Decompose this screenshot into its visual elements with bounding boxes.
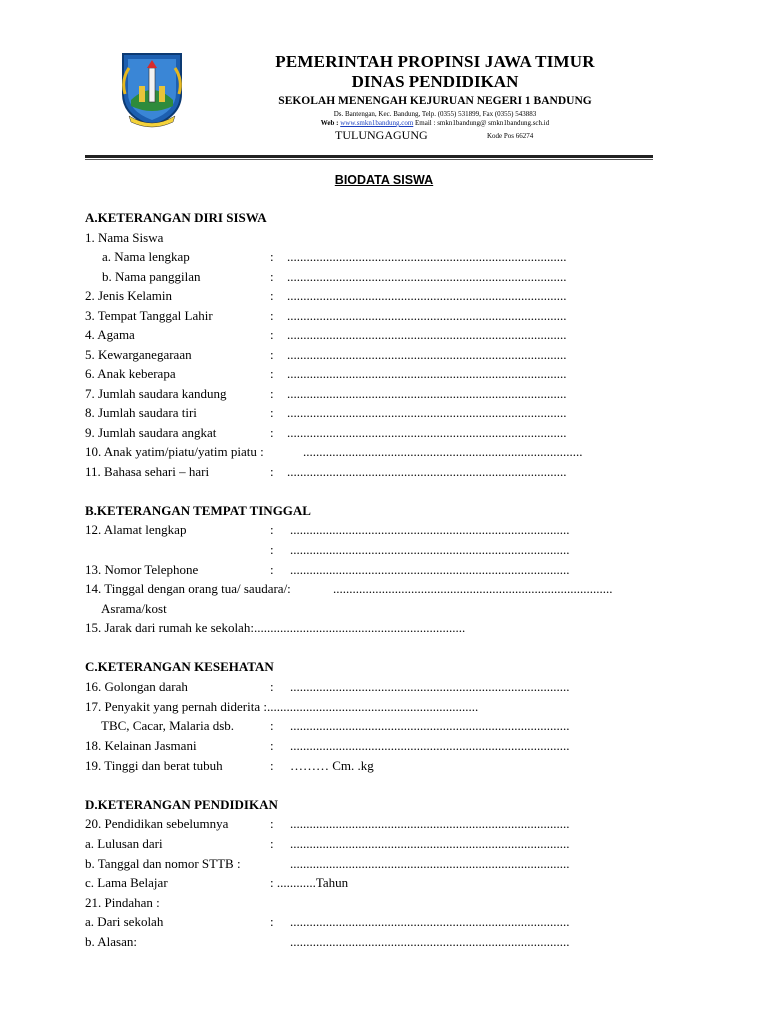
header-divider-thin — [85, 159, 653, 160]
header-postal-code: Kode Pos 66274 — [487, 132, 534, 140]
row-jenis-kelamin: 2. Jenis Kelamin — [85, 288, 173, 303]
row-nama-siswa: 1. Nama Siswa — [85, 230, 164, 245]
blank-alamat-1[interactable]: ...................................................................................... — [290, 522, 570, 537]
row-kelainan-jasmani: 18. Kelainan Jasmani — [85, 738, 197, 753]
blank-nama-lengkap[interactable]: ...................................................................................... — [287, 249, 567, 264]
row-alamat: 12. Alamat lengkap — [85, 522, 187, 537]
colon: : — [270, 718, 274, 733]
header-web-email — [230, 119, 640, 127]
row-pindahan: 21. Pindahan : — [85, 895, 160, 910]
blank-alamat-2[interactable]: ...................................................................................... — [290, 542, 570, 557]
section-c-heading: C.KETERANGAN KESEHATAN — [85, 659, 274, 674]
row-tempat-tanggal-lahir: 3. Tempat Tanggal Lahir — [85, 308, 213, 323]
row-nama-panggilan: b. Nama panggilan — [102, 269, 201, 284]
blank-tinggi-berat[interactable]: ……… Cm. .kg — [290, 758, 374, 773]
row-golongan-darah: 16. Golongan darah — [85, 679, 188, 694]
blank-anak-keberapa[interactable]: ...................................................................................... — [287, 366, 567, 381]
row-anak-yatim: 10. Anak yatim/piatu/yatim piatu : — [85, 444, 264, 459]
colon: : — [270, 366, 274, 381]
blank-lama-belajar[interactable]: : ............Tahun — [270, 875, 349, 890]
blank-saudara-kandung[interactable]: ...................................................................................... — [287, 386, 567, 401]
blank-saudara-angkat[interactable]: ...................................................................................... — [287, 425, 567, 440]
header-department: DINAS PENDIDIKAN — [351, 72, 519, 91]
row-saudara-tiri: 8. Jumlah saudara tiri — [85, 405, 197, 420]
blank-telephone[interactable]: ...................................................................................... — [290, 562, 570, 577]
blank-nama-panggilan[interactable]: ...................................................................................... — [287, 269, 567, 284]
blank-kewarganegaraan[interactable]: ...................................................................................... — [287, 347, 567, 362]
row-anak-keberapa: 6. Anak keberapa — [85, 366, 176, 381]
blank-golongan-darah[interactable]: ...................................................................................... — [290, 679, 570, 694]
blank-lulusan-dari[interactable]: ...................................................................................... — [290, 836, 570, 851]
colon: : — [270, 836, 274, 851]
row-tinggal-dengan: 14. Tinggal dengan orang tua/ saudara/: — [85, 581, 291, 596]
web-link[interactable]: www.smkn1bandung.com — [340, 119, 414, 127]
jawa-timur-emblem-logo — [117, 50, 187, 128]
row-saudara-kandung: 7. Jumlah saudara kandung — [85, 386, 227, 401]
header-address: Ds. Bantengan, Kec. Bandung, Telp. (0355) 531899, Fax (0355) 543883 — [333, 110, 537, 118]
colon: : — [270, 249, 274, 264]
blank-penyakit-2[interactable]: ...................................................................................... — [290, 718, 570, 733]
colon: : — [270, 738, 274, 753]
email-text: Email : smkn1bandung@ smkn1bandung.sch.id — [413, 119, 550, 127]
blank-saudara-tiri[interactable]: ...................................................................................... — [287, 405, 567, 420]
row-penyakit-contoh: TBC, Cacar, Malaria dsb. — [101, 718, 235, 733]
row-kewarganegaraan: 5. Kewarganegaraan — [85, 347, 192, 362]
colon: : — [270, 269, 274, 284]
blank-anak-yatim[interactable]: ...................................................................................... — [303, 444, 583, 459]
row-agama: 4. Agama — [85, 327, 135, 342]
row-pendidikan-sebelumnya: 20. Pendidikan sebelumnya — [85, 816, 229, 831]
colon: : — [270, 522, 274, 537]
colon: : — [270, 425, 274, 440]
header-city: TULUNGAGUNG — [335, 128, 428, 142]
colon: : — [270, 914, 274, 929]
colon: : — [270, 308, 274, 323]
colon: : — [270, 758, 274, 773]
section-d-heading: D.KETERANGAN PENDIDIKAN — [85, 797, 278, 812]
row-penyakit[interactable]: 17. Penyakit yang pernah diderita :................................................................. — [85, 699, 479, 714]
colon: : — [270, 562, 274, 577]
section-b-heading: B.KETERANGAN TEMPAT TINGGAL — [85, 503, 311, 518]
row-sttb: b. Tanggal dan nomor STTB : — [85, 856, 241, 871]
colon: : — [270, 347, 274, 362]
blank-agama[interactable]: ...................................................................................... — [287, 327, 567, 342]
colon: : — [270, 679, 274, 694]
row-tinggi-berat: 19. Tinggi dan berat tubuh — [85, 758, 223, 773]
section-a-heading: A.KETERANGAN DIRI SISWA — [85, 210, 267, 225]
colon: : — [270, 464, 274, 479]
colon: : — [270, 386, 274, 401]
colon: : — [270, 327, 274, 342]
row-telephone: 13. Nomor Telephone — [85, 562, 199, 577]
blank-dari-sekolah[interactable]: ...................................................................................... — [290, 914, 570, 929]
web-label: Web : — [320, 119, 341, 127]
colon: : — [270, 542, 274, 557]
blank-jenis-kelamin[interactable]: ...................................................................................... — [287, 288, 567, 303]
blank-tempat-tanggal-lahir[interactable]: ...................................................................................... — [287, 308, 567, 323]
blank-alasan[interactable]: ...................................................................................... — [290, 934, 570, 949]
row-lulusan-dari: a. Lulusan dari — [85, 836, 163, 851]
row-bahasa: 11. Bahasa sehari – hari — [85, 464, 210, 479]
header-school: SEKOLAH MENENGAH KEJURUAN NEGERI 1 BANDUNG — [278, 95, 592, 107]
colon: : — [270, 405, 274, 420]
blank-bahasa[interactable]: ...................................................................................... — [287, 464, 567, 479]
row-saudara-angkat: 9. Jumlah saudara angkat — [85, 425, 217, 440]
row-nama-lengkap: a. Nama lengkap — [102, 249, 190, 264]
blank-sttb[interactable]: ...................................................................................... — [290, 856, 570, 871]
colon: : — [270, 288, 274, 303]
colon: : — [270, 816, 274, 831]
row-dari-sekolah: a. Dari sekolah — [85, 914, 164, 929]
blank-tinggal-dengan[interactable]: ...................................................................................... — [333, 581, 613, 596]
row-alasan: b. Alasan: — [85, 934, 137, 949]
header-province: PEMERINTAH PROPINSI JAWA TIMUR — [275, 52, 595, 71]
document-title: BIODATA SISWA — [334, 173, 434, 187]
row-jarak[interactable]: 15. Jarak dari rumah ke sekolah:................................................................. — [85, 620, 466, 635]
header-divider-thick — [85, 155, 653, 158]
row-asrama: Asrama/kost — [101, 601, 167, 616]
blank-pendidikan-sebelumnya[interactable]: ...................................................................................... — [290, 816, 570, 831]
blank-kelainan-jasmani[interactable]: ...................................................................................... — [290, 738, 570, 753]
row-lama-belajar: c. Lama Belajar — [85, 875, 168, 890]
